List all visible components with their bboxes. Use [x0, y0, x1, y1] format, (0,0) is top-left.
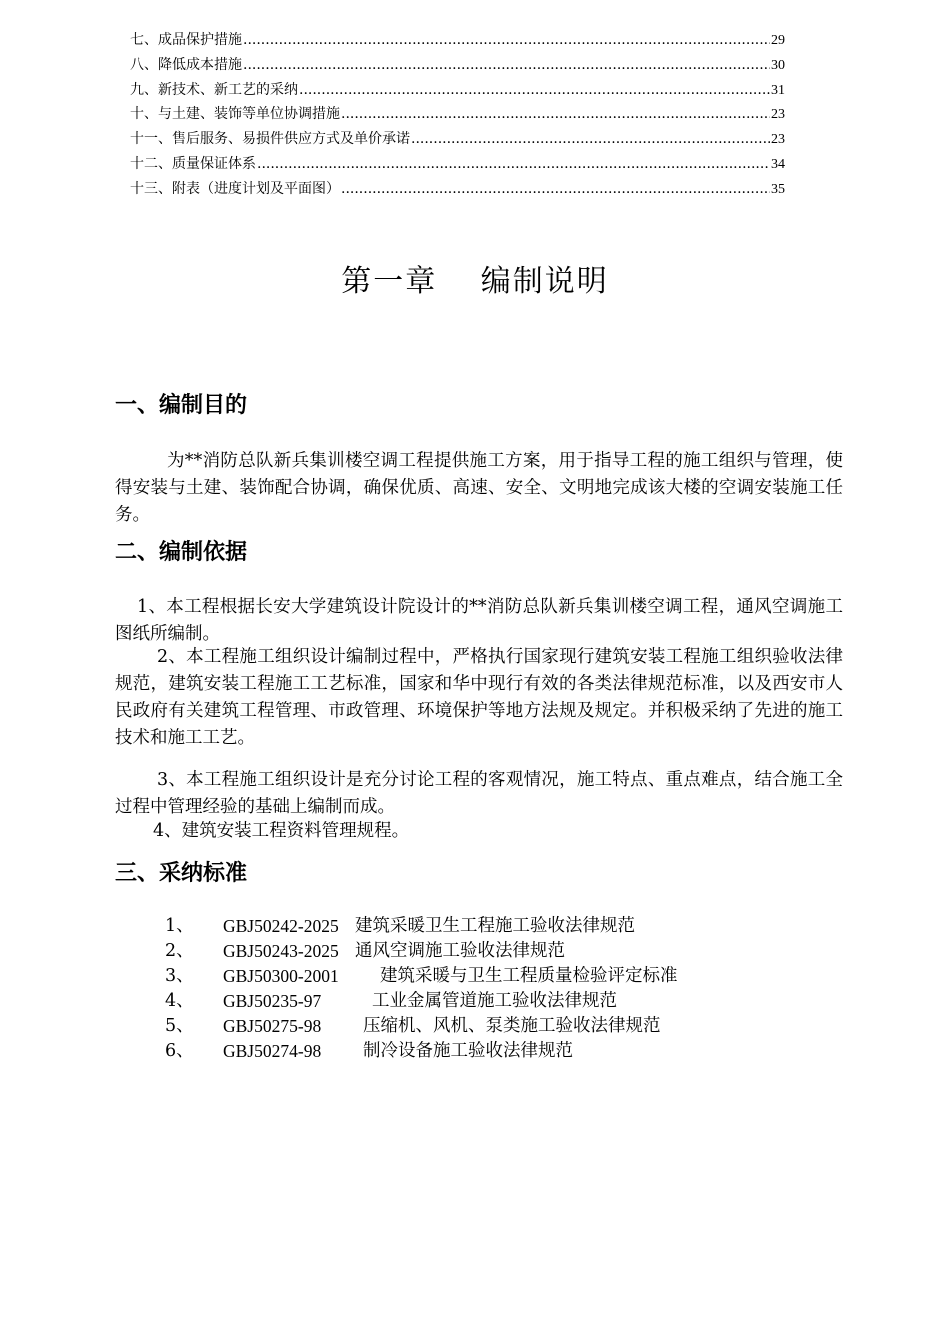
- toc-entry-page: 23: [771, 107, 785, 123]
- standard-number: 1、: [165, 916, 194, 936]
- toc-leader-dots: [243, 53, 770, 78]
- standard-code: GBJ50242-2025: [223, 916, 339, 936]
- toc-entry-page: 34: [771, 156, 785, 172]
- standard-number: 2、: [165, 941, 194, 961]
- table-of-contents: [130, 28, 785, 202]
- toc-entry-page: 30: [771, 57, 785, 73]
- paragraph: 1、本工程根据长安大学建筑设计院设计的**消防总队新兵集训楼空调工程，通风空调施工图纸所编制。: [115, 597, 843, 644]
- standard-name: 建筑采暖卫生工程施工验收法律规范: [355, 916, 635, 936]
- toc-entry-label: 七、成品保护措施: [130, 32, 242, 48]
- paragraph: 3、本工程施工组织设计是充分讨论工程的客观情况，施工特点、重点难点，结合施工全过程中管理经验的基础上编制而成。: [115, 770, 843, 817]
- standard-code: GBJ50275-98: [223, 1016, 322, 1036]
- toc-leader-dots: [299, 78, 770, 103]
- standard-name: 通风空调施工验收法律规范: [355, 941, 565, 961]
- toc-entry[interactable]: [130, 78, 785, 103]
- section-heading: 一、编制目的: [115, 393, 248, 418]
- toc-entry-label: 八、降低成本措施: [130, 56, 242, 73]
- toc-entry-label: 十一、售后服务、易损件供应方式及单价承诺: [130, 131, 410, 148]
- standard-code: GBJ50243-2025: [223, 941, 339, 961]
- standard-number: 3、: [165, 966, 194, 986]
- section-heading: 三、采纳标准: [115, 861, 248, 886]
- chapter-title: 第一章 编制说明: [341, 264, 609, 299]
- toc-entry-page: 29: [771, 33, 785, 48]
- standard-name: 制冷设备施工验收法律规范: [363, 1041, 573, 1061]
- toc-leader-dots: [257, 152, 770, 177]
- toc-leader-dots: [341, 102, 770, 127]
- paragraph: 为**消防总队新兵集训楼空调工程提供施工方案，用于指导工程的施工组织与管理，使得安装与土建、装饰配合协调，确保优质、高速、安全、文明地完成该大楼的空调安装施工任务。: [115, 451, 843, 525]
- toc-entry-label: 十三、附表（进度计划及平面图）: [130, 180, 340, 197]
- toc-entry[interactable]: [130, 28, 785, 53]
- toc-entry-page: 35: [771, 181, 785, 197]
- paragraph: 4、建筑安装工程资料管理规程。: [153, 821, 410, 841]
- toc-entry[interactable]: [130, 152, 785, 177]
- toc-leader-dots: [411, 127, 770, 152]
- standard-name: 建筑采暖与卫生工程质量检验评定标准: [380, 966, 678, 986]
- standard-code: GBJ50235-97: [223, 991, 322, 1011]
- standard-number: 4、: [165, 991, 194, 1011]
- section-heading: 二、编制依据: [115, 540, 248, 565]
- standard-name: 压缩机、风机、泵类施工验收法律规范: [363, 1016, 661, 1036]
- standard-code: GBJ50274-98: [223, 1041, 322, 1061]
- toc-entry-label: 九、新技术、新工艺的采纳: [130, 81, 298, 98]
- toc-entry[interactable]: [130, 177, 785, 202]
- toc-entry-label: 十二、质量保证体系: [130, 155, 256, 172]
- toc-entry-label: 十、与土建、装饰等单位协调措施: [130, 106, 340, 123]
- toc-entry[interactable]: [130, 53, 785, 78]
- standard-number: 5、: [165, 1016, 194, 1036]
- standard-number: 6、: [165, 1041, 194, 1061]
- toc-entry[interactable]: [130, 102, 785, 127]
- toc-entry-page: 23: [771, 132, 785, 148]
- toc-leader-dots: [243, 28, 770, 53]
- standard-name: 工业金属管道施工验收法律规范: [372, 991, 617, 1011]
- paragraph: 2、本工程施工组织设计编制过程中，严格执行国家现行建筑安装工程施工组织验收法律规范，建筑安装工程施工工艺标准，国家和华中现行有效的各类法律规范标准，以及西安市人民政府有关建筑工程管理、市政管理、环境保护等地方法规及规定。并积极采纳了先进的施工技术和施工工艺。: [115, 647, 843, 748]
- toc-entry-page: 31: [771, 82, 785, 98]
- toc-leader-dots: [341, 177, 770, 202]
- standard-code: GBJ50300-2001: [223, 966, 339, 986]
- toc-entry[interactable]: [130, 127, 785, 152]
